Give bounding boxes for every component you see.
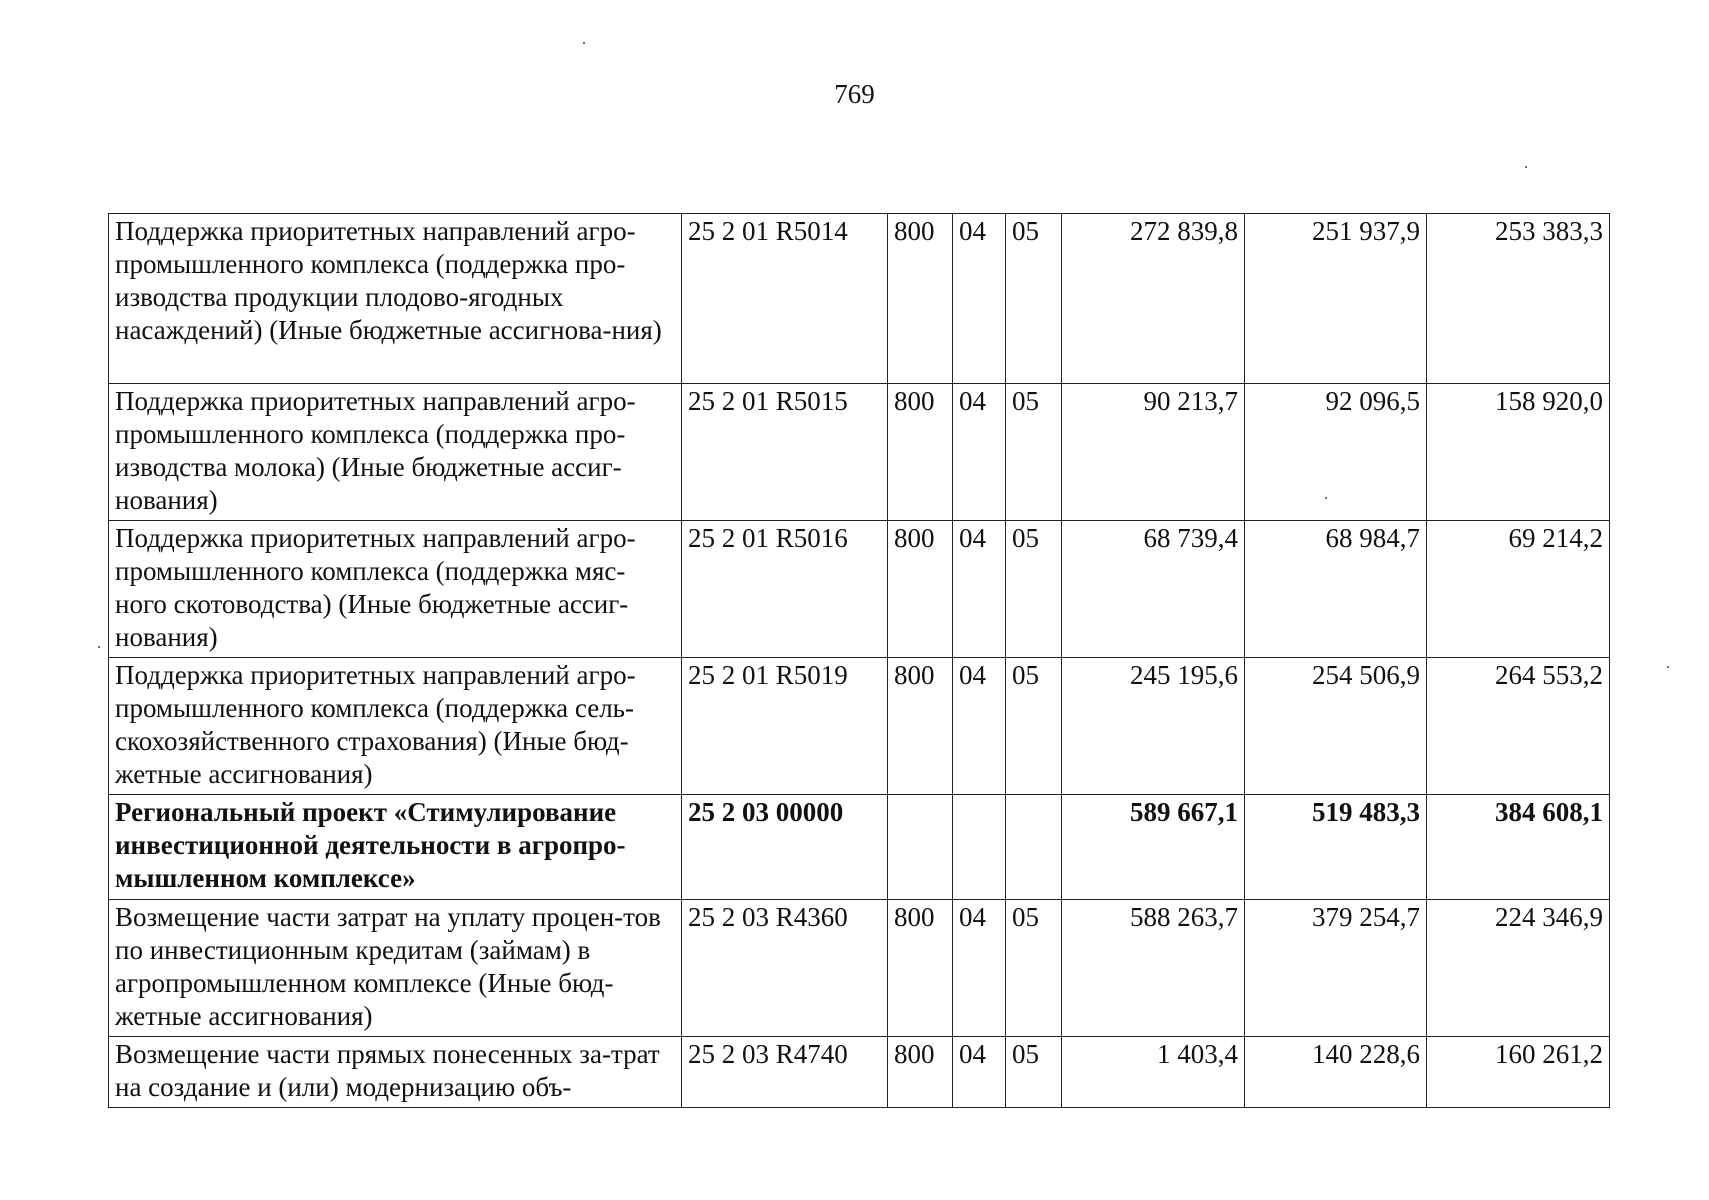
row-amount-2: 519 483,3 [1245,795,1427,900]
row-target-code: 25 2 01 R5019 [682,658,888,795]
row-amount-2: 379 254,7 [1245,900,1427,1037]
row-section: 04 [953,900,1006,1037]
row-expense-type: 800 [888,214,953,384]
row-amount-3: 264 553,2 [1427,658,1610,795]
row-amount-3: 69 214,2 [1427,521,1610,658]
row-amount-3: 253 383,3 [1427,214,1610,384]
row-amount-3: 160 261,2 [1427,1037,1610,1108]
row-amount-3: 224 346,9 [1427,900,1610,1037]
row-description: Возмещение части прямых понесенных за-трат на создание и (или) модернизацию объ- [109,1037,682,1108]
row-description: Поддержка приоритетных направлений агро-промышленного комплекса (поддержка про-изводства продукции плодово-ягодных насаждений) (Иные бюджетные ассигнова-ния) [109,214,682,384]
row-amount-1: 90 213,7 [1062,384,1245,521]
row-amount-3: 158 920,0 [1427,384,1610,521]
row-subsection: 05 [1006,1037,1062,1108]
scan-speck [1525,166,1527,168]
table-row [109,1037,1610,1108]
row-target-code: 25 2 03 R4360 [682,900,888,1037]
row-description: Поддержка приоритетных направлений агро-промышленного комплекса (поддержка про-изводства молока) (Иные бюджетные ассиг-нования) [109,384,682,521]
row-amount-2: 251 937,9 [1245,214,1427,384]
row-section: 04 [953,214,1006,384]
table-row [109,214,1610,384]
row-expense-type: 800 [888,1037,953,1108]
row-amount-1: 589 667,1 [1062,795,1245,900]
row-section: 04 [953,384,1006,521]
scan-speck [98,646,100,648]
row-amount-1: 68 739,4 [1062,521,1245,658]
scan-speck [1667,666,1669,668]
row-target-code: 25 2 03 00000 [682,795,888,900]
row-section: 04 [953,521,1006,658]
row-expense-type: 800 [888,900,953,1037]
row-description: Поддержка приоритетных направлений агро-промышленного комплекса (поддержка мяс-ного скотоводства) (Иные бюджетные ассиг-нования) [109,521,682,658]
row-amount-2: 68 984,7 [1245,521,1427,658]
page-number: 769 [834,79,875,109]
row-expense-type: 800 [888,384,953,521]
row-expense-type [888,795,953,900]
row-subsection: 05 [1006,521,1062,658]
row-description: Региональный проект «Стимулирование инвестиционной деятельности в агропро-мышленном комплексе» [109,795,682,900]
row-amount-1: 1 403,4 [1062,1037,1245,1108]
row-subsection: 05 [1006,384,1062,521]
row-amount-2: 140 228,6 [1245,1037,1427,1108]
row-section: 04 [953,1037,1006,1108]
budget-table [108,213,1610,1108]
table-row [109,900,1610,1037]
row-section: 04 [953,658,1006,795]
row-amount-2: 92 096,5 [1245,384,1427,521]
row-subsection: 05 [1006,214,1062,384]
table-row-project-total [109,795,1610,900]
row-target-code: 25 2 01 R5015 [682,384,888,521]
row-subsection: 05 [1006,658,1062,795]
row-subsection: 05 [1006,900,1062,1037]
row-expense-type: 800 [888,521,953,658]
row-subsection [1006,795,1062,900]
row-description: Поддержка приоритетных направлений агро-промышленного комплекса (поддержка сель-скохозяйственного страхования) (Иные бюд-жетные ассигнования) [109,658,682,795]
row-target-code: 25 2 01 R5014 [682,214,888,384]
row-amount-1: 272 839,8 [1062,214,1245,384]
row-target-code: 25 2 01 R5016 [682,521,888,658]
table-row [109,521,1610,658]
row-section [953,795,1006,900]
scan-speck [583,42,585,44]
row-expense-type: 800 [888,658,953,795]
row-amount-2: 254 506,9 [1245,658,1427,795]
table-row [109,384,1610,521]
row-target-code: 25 2 03 R4740 [682,1037,888,1108]
table-row [109,658,1610,795]
row-amount-1: 245 195,6 [1062,658,1245,795]
row-description: Возмещение части затрат на уплату процен-тов по инвестиционным кредитам (займам) в агропромышленном комплексе (Иные бюд-жетные ассигнования) [109,900,682,1037]
row-amount-3: 384 608,1 [1427,795,1610,900]
row-amount-1: 588 263,7 [1062,900,1245,1037]
